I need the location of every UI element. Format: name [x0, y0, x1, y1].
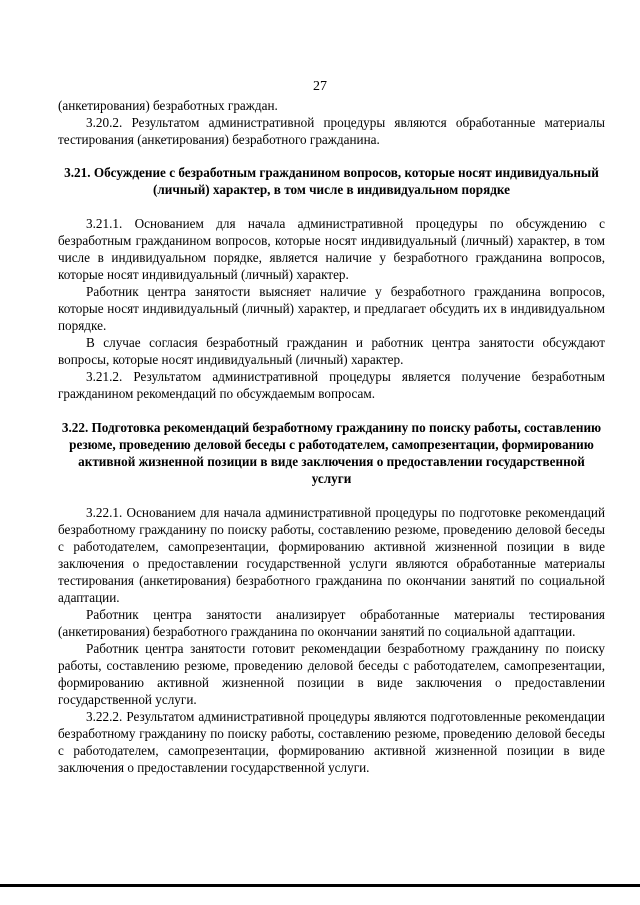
paragraph: В случае согласия безработный гражданин и работник центра занятости обсуждают вопросы, которые носят индивидуальный (личный) характер.: [58, 335, 605, 367]
section-heading-3-21: 3.21. Обсуждение с безработным гражданином вопросов, которые носят индивидуальный (личный) характер, в том числе в индивидуальном порядке: [64, 165, 599, 197]
document-body: [58, 97, 605, 776]
paragraph: 3.20.2. Результатом административной процедуры являются обработанные материалы тестирования (анкетирования) безработного гражданина.: [58, 115, 605, 147]
bottom-rule: [0, 884, 640, 887]
paragraph: 3.21.2. Результатом административной процедуры является получение безработным гражданином рекомендаций по обсуждаемым вопросам.: [58, 369, 605, 401]
paragraph: Работник центра занятости готовит рекомендации безработному гражданину по поиску работы, составлению резюме, проведению деловой беседы с работодателем, самопрезентации, формированию активной жизненной позиции в виде заключения о предоставлении государственной услуги.: [58, 641, 605, 707]
paragraph: Работник центра занятости выясняет наличие у безработного гражданина вопросов, которые носят индивидуальный (личный) характер, и предлагает обсудить их в индивидуальном порядке.: [58, 284, 605, 333]
paragraph: 3.22.2. Результатом административной процедуры являются подготовленные рекомендации безработному гражданину по поиску работы, составлению резюме, проведению деловой беседы с работодателем, самопрезентации, формированию активной жизненной позиции в виде заключения о предоставлении государственной услуги.: [58, 709, 605, 775]
paragraph: 3.22.1. Основанием для начала административной процедуры по подготовке рекомендаций безработному гражданину по поиску работы, составлению резюме, проведению деловой беседы с работодателем, самопрезентации, формированию активной жизненной позиции в виде заключения о предоставлении государственной услуги являются обработанные материалы тестирования (анкетирования) безработного гражданина по окончании занятий по социальной адаптации.: [58, 505, 605, 605]
section-heading-3-22: 3.22. Подготовка рекомендаций безработному гражданину по поиску работы, составлению резюме, проведению деловой беседы с работодателем, самопрезентации, формированию активной жизненной позиции в виде заключения о предоставлении государственной услуги: [61, 420, 602, 486]
paragraph: 3.21.1. Основанием для начала административной процедуры по обсуждению с безработным гражданином вопросов, которые носят индивидуальный (личный) характер, в том числе в индивидуальном порядке, является наличие у безработного гражданина вопросов, которые носят индивидуальный (личный) характер.: [58, 216, 605, 282]
paragraph: (анкетирования) безработных граждан.: [58, 98, 278, 113]
paragraph: Работник центра занятости анализирует обработанные материалы тестирования (анкетирования) безработного гражданина по окончании занятий по социальной адаптации.: [58, 607, 605, 639]
page-number: 27: [313, 79, 327, 94]
